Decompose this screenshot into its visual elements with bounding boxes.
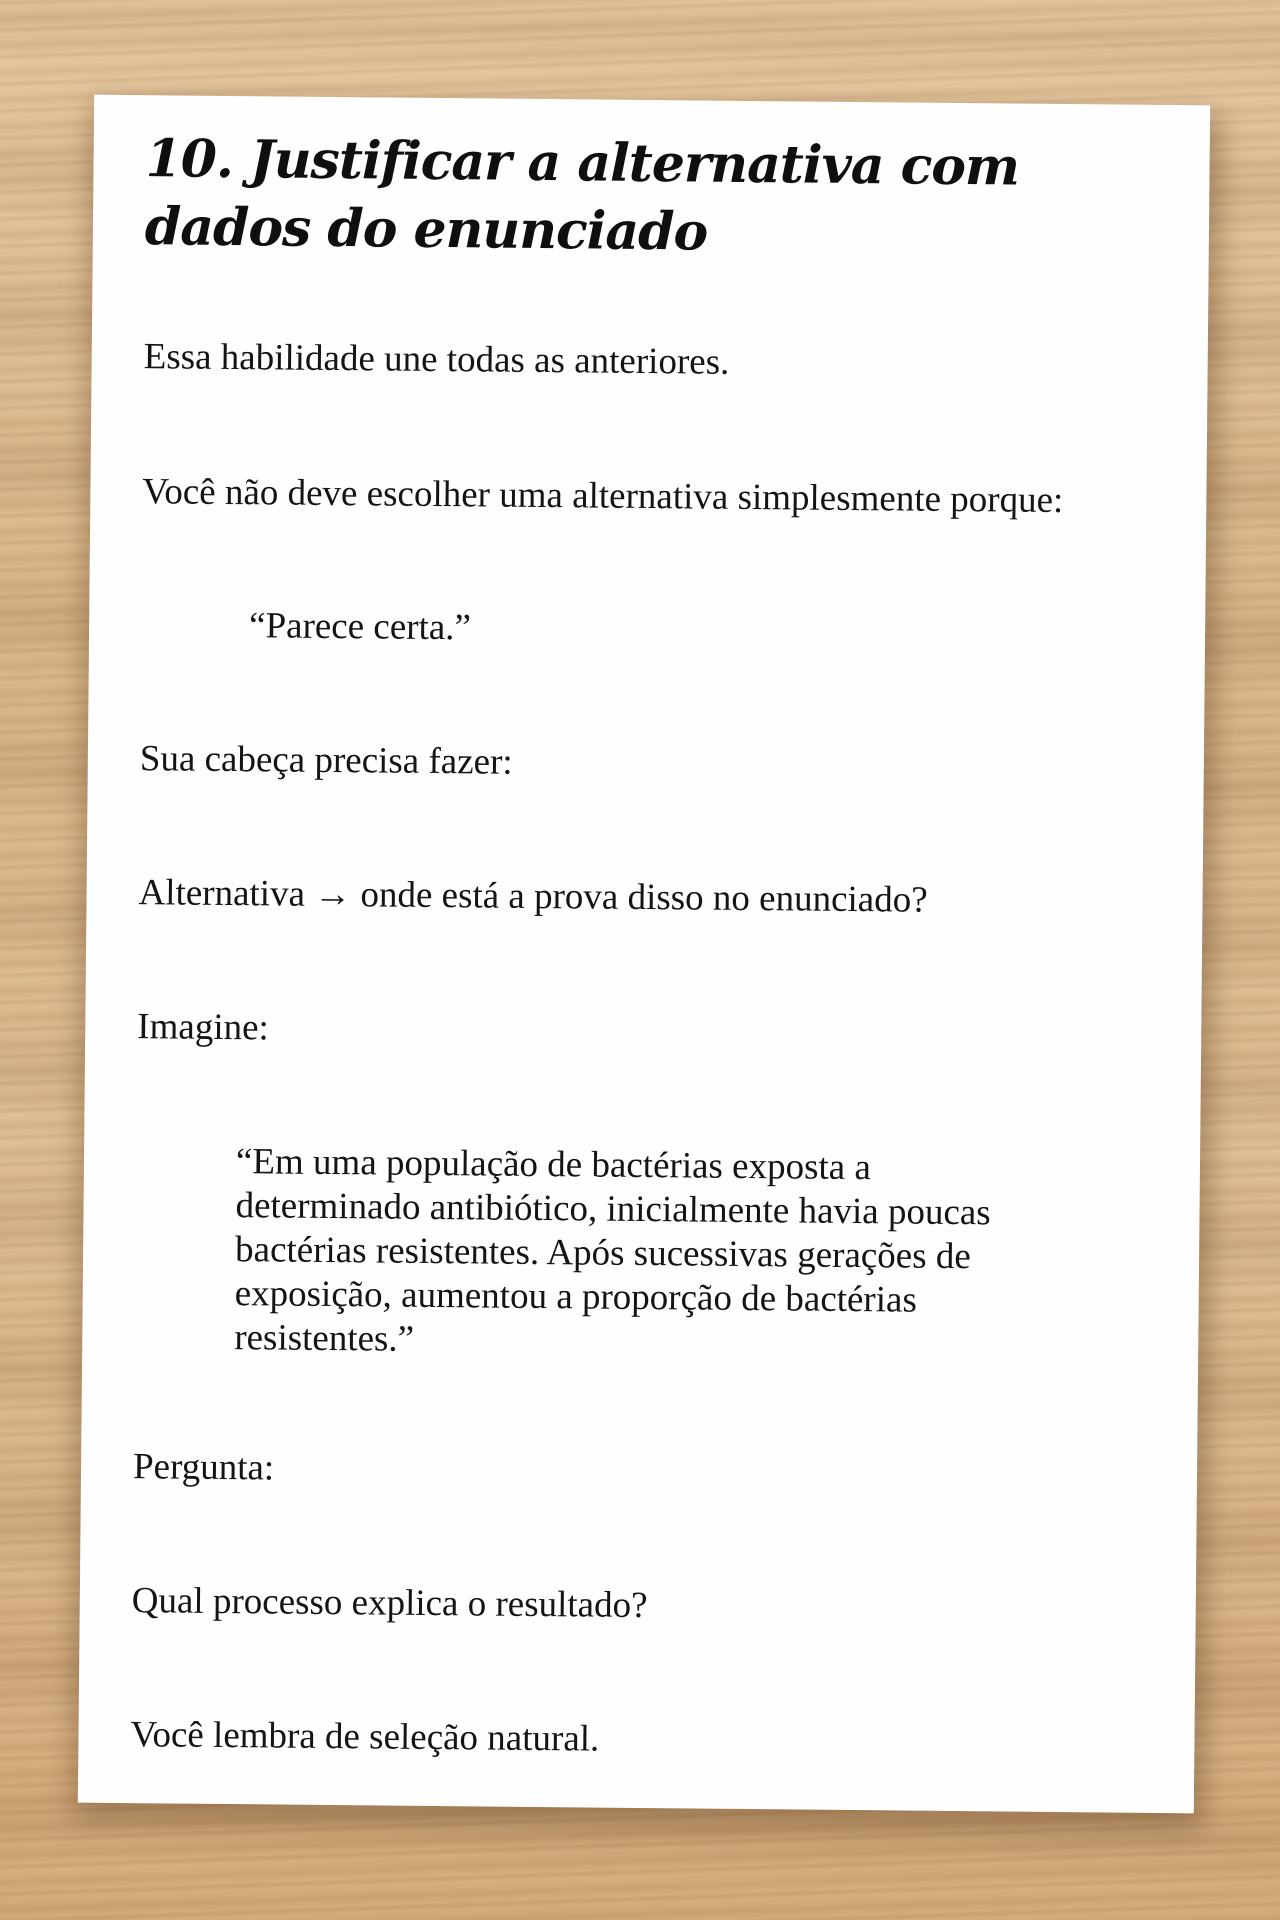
paragraph-imagine: Imagine: (137, 1006, 269, 1049)
paragraph-proof-question: Alternativa → onde está a prova disso no enunciado? (138, 872, 928, 921)
quote-bacteria-example: “Em uma população de bactérias exposta a determinado antibiótico, inicialmente havia poucas bactérias resistentes. Após sucessivas gerações de exposição, aumentou a proporção de bactérias resistentes.” (234, 1141, 991, 1360)
paragraph-question: Qual processo explica o resultado? (131, 1580, 648, 1627)
section-title: 10. Justificar a alternativa com dados do enunciado (144, 128, 1020, 263)
paragraph-natural-selection: Você lembra de seleção natural. (130, 1714, 600, 1760)
paragraph-warning: Você não deve escolher uma alternativa simplesmente porque: (142, 471, 1064, 522)
paragraph-intro: Essa habilidade une todas as anteriores. (143, 336, 730, 383)
quote-seems-right: “Parece certa.” (248, 605, 472, 649)
paper-sheet (78, 95, 1210, 1814)
paragraph-question-label: Pergunta: (132, 1446, 275, 1489)
paragraph-head-needs: Sua cabeça precisa fazer: (139, 738, 513, 783)
